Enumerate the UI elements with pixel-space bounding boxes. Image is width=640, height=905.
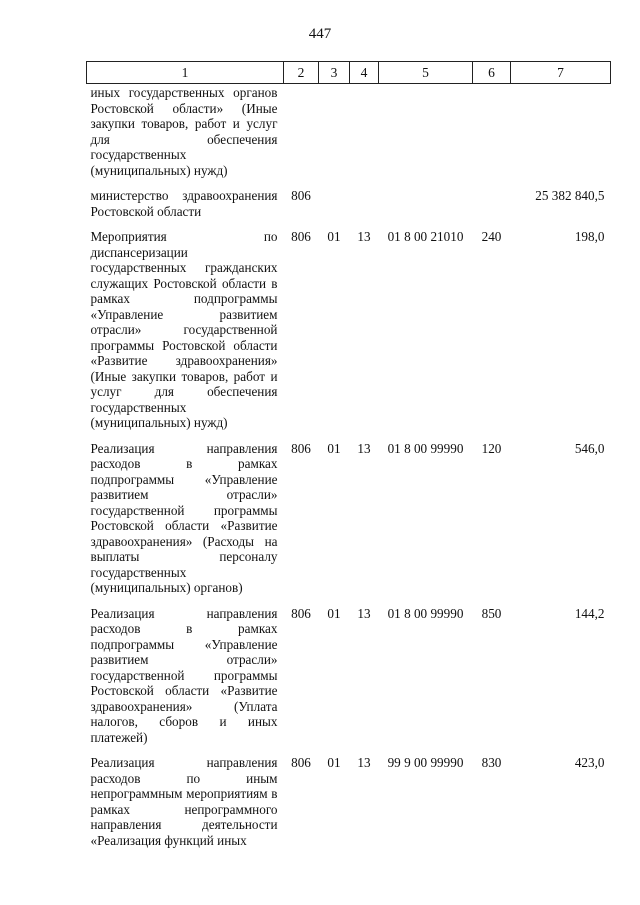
row-section: 01: [327, 440, 341, 456]
table-row: [87, 755, 611, 848]
row-target-article: 01 8 00 21010: [387, 229, 464, 244]
row-subsection: 13: [357, 605, 371, 621]
header-col-7: 7: [511, 62, 611, 84]
row-ministry-code: 806: [291, 229, 311, 244]
row-target-article: 01 8 00 99990: [387, 440, 464, 456]
row-amount: 25 382 840,5: [535, 188, 605, 203]
row-description: Реализация направления расходов в рамках подпрограммы «Управление развитием отрасли» государственной программы Ростовской области «Развитие здравоохранения» (Уплата налогов, сборов и иных платежей): [90, 605, 278, 745]
row-subsection: 13: [357, 440, 371, 456]
table-row: [87, 441, 611, 606]
row-description: Реализация направления расходов в рамках подпрограммы «Управление развитием отрасли» государственной программы Ростовской области «Развитие здравоохранения» (Расходы на выплаты персоналу государственных (муниципальных) органов): [90, 440, 278, 595]
row-amount: 423,0: [574, 755, 605, 770]
row-target-article: [379, 188, 473, 229]
row-expense-type: 120: [481, 440, 502, 456]
row-amount: 198,0: [574, 229, 605, 244]
table-row: [87, 229, 611, 441]
header-col-5: 5: [379, 62, 473, 84]
row-ministry-code: 806: [291, 440, 311, 456]
row-ministry-code: 806: [291, 605, 311, 621]
row-section: 01: [327, 605, 341, 621]
row-expense-type: 830: [481, 755, 502, 770]
row-amount: 546,0: [574, 440, 605, 456]
row-ministry-code: 806: [291, 755, 311, 770]
header-col-4: 4: [350, 62, 379, 84]
row-subsection: [350, 188, 379, 229]
header-col-6: 6: [473, 62, 511, 84]
row-expense-type: 240: [481, 229, 502, 244]
row-description: Мероприятия по диспансеризации государственных гражданских служащих Ростовской области в рамках подпрограммы «Управление развитием отрасли» государственной программы Ростовской области «Развитие здравоохранения» (Иные закупки товаров, работ и услуг для обеспечения государственных (муниципальных) нужд): [90, 229, 278, 430]
row-section: [319, 84, 350, 189]
row-amount: [511, 84, 611, 189]
row-ministry-code: [284, 84, 319, 189]
table-row: [87, 606, 611, 756]
row-subsection: [350, 84, 379, 189]
header-col-3: 3: [319, 62, 350, 84]
table-body: [87, 84, 611, 849]
row-expense-type: [473, 188, 511, 229]
row-expense-type: 850: [481, 605, 502, 621]
row-target-article: 01 8 00 99990: [387, 605, 464, 621]
row-description: министерство здравоохранения Ростовской области: [90, 188, 278, 219]
table-row: [87, 188, 611, 229]
row-expense-type: [473, 84, 511, 189]
header-col-2: 2: [284, 62, 319, 84]
row-section: [319, 188, 350, 229]
row-subsection: 13: [357, 755, 371, 770]
table-row: [87, 84, 611, 189]
row-subsection: 13: [357, 229, 371, 244]
header-col-1: 1: [87, 62, 284, 84]
row-section: 01: [327, 755, 341, 770]
row-section: 01: [327, 229, 341, 244]
row-description: иных государственных органов Ростовской области» (Иные закупки товаров, работ и услуг для обеспечения государственных (муниципальных) нужд): [90, 85, 278, 178]
row-target-article: [379, 84, 473, 189]
page-number: 447: [308, 26, 332, 42]
row-ministry-code: 806: [291, 188, 311, 203]
row-description: Реализация направления расходов по иным непрограммным мероприятиям в рамках непрограммного направления деятельности «Реализация функций иных: [90, 755, 278, 848]
row-target-article: 99 9 00 99990: [387, 755, 464, 770]
table-header: [87, 62, 611, 84]
budget-table: [86, 61, 611, 848]
row-amount: 144,2: [574, 605, 605, 621]
